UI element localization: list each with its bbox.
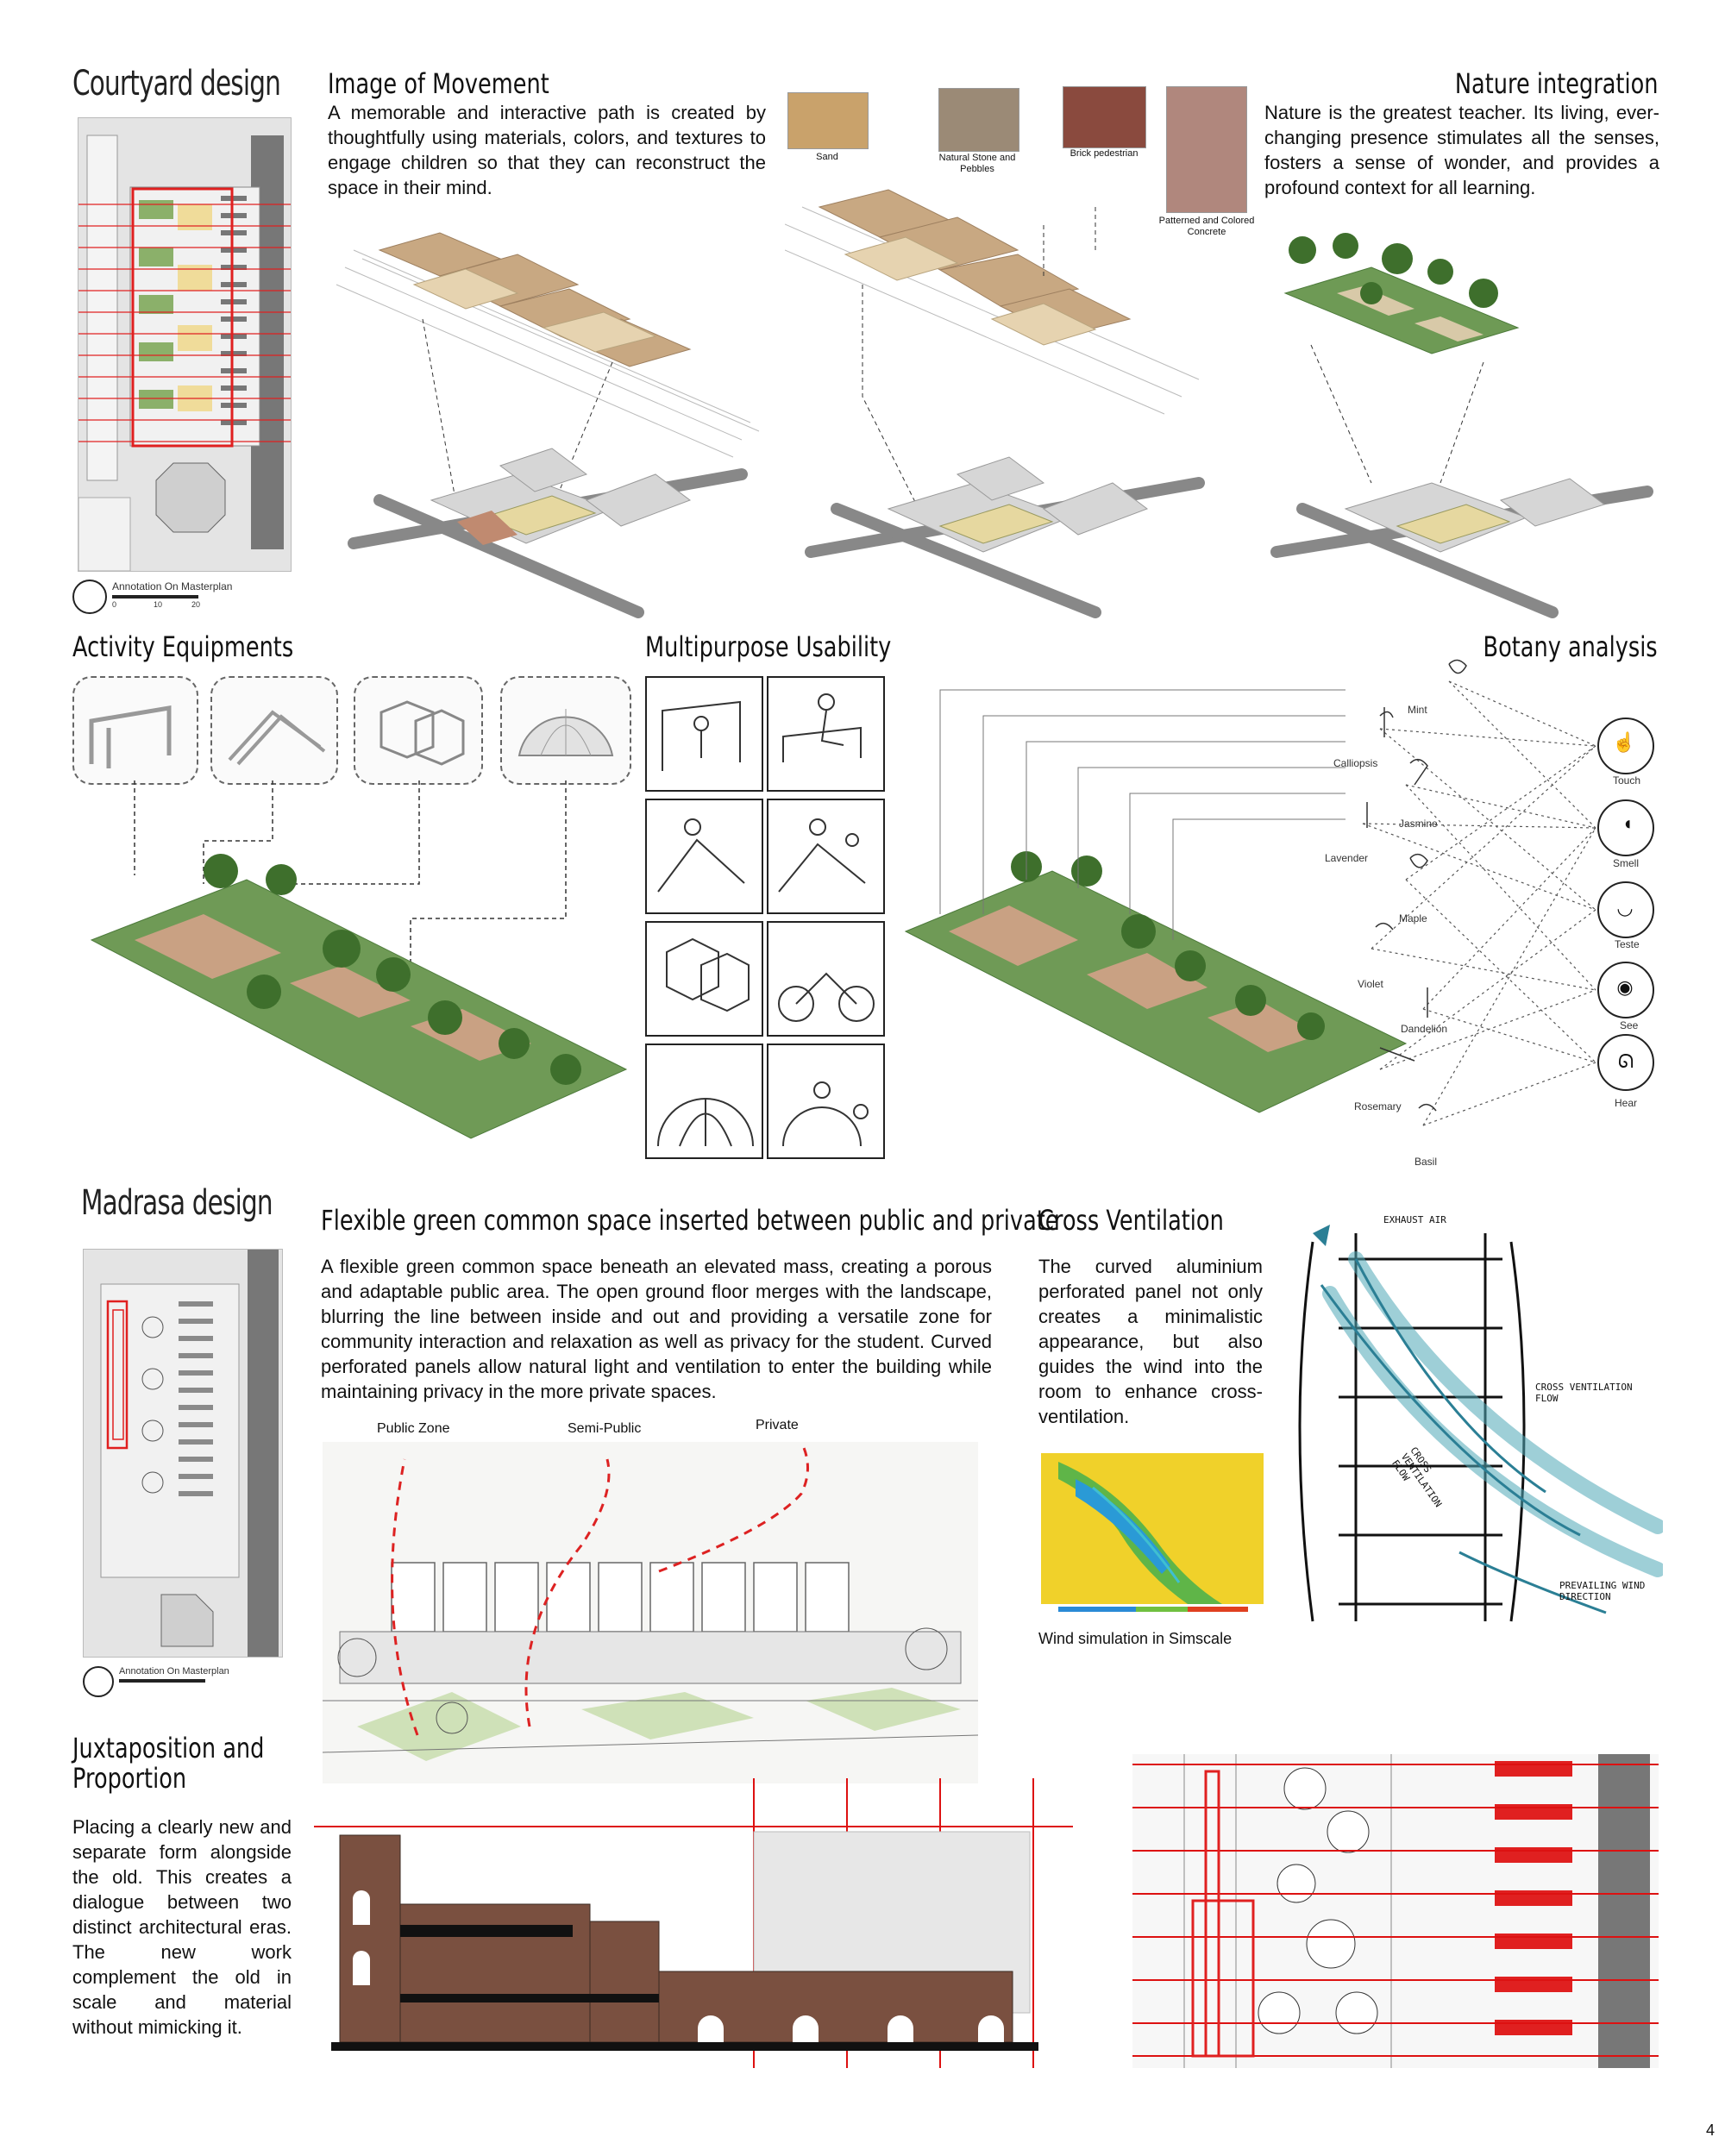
plant-label-jasmine: Jasmine [1399, 818, 1438, 830]
sense-label-touch: Touch [1613, 774, 1641, 787]
multipurpose-title: Multipurpose Usability [645, 630, 892, 663]
scale-10: 10 [154, 600, 163, 609]
equipment-ladder-arch [210, 676, 338, 785]
flexible-title: Flexible green common space inserted between public and private [321, 1204, 1059, 1237]
north-arrow-icon [83, 1666, 114, 1697]
equipment-bars [72, 676, 198, 785]
scale-bar [119, 1679, 205, 1683]
taste-icon: ◡ [1616, 897, 1634, 918]
plant-label-calliopsis: Calliopsis [1333, 757, 1378, 769]
juxtaposition-text: Placing a clearly new and separate form alongside the old. This creates a dialogue between two distinct architectural eras. The new work complement the old in scale and material without mimicking it. [72, 1816, 292, 2038]
courtyard-annotation-label: Annotation On Masterplan [112, 580, 233, 592]
madrasa-masterplan [83, 1249, 283, 1658]
juxtaposition-title-line1: Juxtaposition and [72, 1732, 265, 1764]
equipment-hex-climber [354, 676, 483, 785]
ventilation-text: The curved aluminium perforated panel not only creates a minimalistic appearance, but also guides the wind into the room to enhance cross-ventilation. [1038, 1256, 1263, 1427]
juxtaposition-elevation [314, 1770, 1073, 2068]
flexible-text: A flexible green common space beneath an elevated mass, creating a porous and adaptable public area. The open ground floor merges with the landscape, blurring the line between inside and out and providing a versatile zone for community interaction and relaxation as well as privacy for the student. Curved perforated panels allow natural light and ventilation to enter the building while maintaining privacy in the more private spaces. [321, 1256, 992, 1402]
eye-icon: ◉ [1616, 976, 1634, 998]
nature-axonometric [1268, 224, 1665, 621]
sketch-label-prevailing-wind: PREVAILING WIND DIRECTION [1559, 1580, 1646, 1602]
courtyard-title: Courtyard design [72, 64, 281, 103]
movement-text: A memorable and interactive path is created by thoughtfully using materials, colors, and textures to engage children so that they can reconstruct the space in their mind. [328, 102, 766, 198]
juxtaposition-title-line2: Proportion [72, 1762, 187, 1795]
page-number: 4 [1706, 2122, 1716, 2139]
botany-title: Botany analysis [1483, 630, 1658, 663]
equipment-dome [500, 676, 631, 785]
plant-label-dandelion: Dandelion [1401, 1023, 1448, 1035]
plant-label-maple: Maple [1399, 912, 1427, 924]
ventilation-title: Cross Ventilation [1038, 1204, 1224, 1237]
material-label-brick: Brick pedestrian [1070, 148, 1138, 159]
scale-20: 20 [191, 600, 201, 609]
touch-icon: ☝ [1612, 731, 1636, 753]
botany-diagram [897, 655, 1673, 1173]
ear-icon: ᘏ [1617, 1050, 1634, 1072]
material-swatch-stone [938, 88, 1019, 152]
north-arrow-icon [72, 580, 107, 614]
plant-label-mint: Mint [1408, 704, 1427, 716]
zone-label-private: Private [756, 1418, 799, 1432]
movement-title: Image of Movement [328, 67, 549, 100]
nature-text: Nature is the greatest teacher. Its living, ever-changing presence stimulates all the senses, fosters a sense of wonder, and provides a profound context for all learning. [1264, 102, 1659, 198]
sense-label-taste: Teste [1615, 938, 1640, 950]
scale-bar [112, 595, 198, 599]
sense-label-smell: Smell [1613, 857, 1640, 869]
zone-label-semi-public: Semi-Public [568, 1421, 642, 1436]
sketch-label-cv-flow-rotated: CROSS VENTILATION FLOW [1389, 1445, 1445, 1510]
material-swatch-brick [1063, 86, 1146, 148]
material-label-concrete: Patterned and Colored Concrete [1158, 216, 1255, 237]
wind-simulation-image [1041, 1453, 1264, 1617]
sketch-label-exhaust: EXHAUST AIR [1383, 1214, 1446, 1225]
material-label-stone: Natural Stone and Pebbles [938, 153, 1016, 174]
sketch-label-cv-flow: CROSS VENTILATION FLOW [1535, 1382, 1633, 1404]
plant-label-rosemary: Rosemary [1354, 1100, 1402, 1112]
madrasa-annotation-label: Annotation On Masterplan [119, 1666, 229, 1677]
courtyard-masterplan [78, 117, 292, 572]
zone-label-public: Public Zone [377, 1421, 450, 1436]
madrasa-title: Madrasa design [81, 1183, 273, 1223]
material-label-sand: Sand [816, 152, 838, 162]
proportion-plan [1132, 1754, 1659, 2068]
activity-title: Activity Equipments [72, 630, 294, 663]
movement-axonometric-1 [328, 216, 776, 621]
flexible-perspective-sketch [323, 1442, 978, 1783]
nature-title: Nature integration [1454, 67, 1658, 100]
movement-axonometric-2 [785, 172, 1251, 621]
smell-icon: ◖ [1622, 812, 1634, 834]
material-swatch-sand [787, 92, 869, 149]
plant-label-lavender: Lavender [1325, 852, 1369, 864]
courtyard-plan-drawing [78, 118, 291, 571]
plant-label-basil: Basil [1414, 1156, 1438, 1168]
scale-0: 0 [112, 600, 117, 609]
activity-landscape [83, 845, 635, 1164]
plant-label-violet: Violet [1358, 978, 1383, 990]
sense-label-hear: Hear [1615, 1097, 1638, 1109]
sense-label-see: See [1620, 1019, 1639, 1031]
usability-grid [645, 676, 887, 1156]
wind-simulation-caption: Wind simulation in Simscale [1038, 1630, 1233, 1647]
